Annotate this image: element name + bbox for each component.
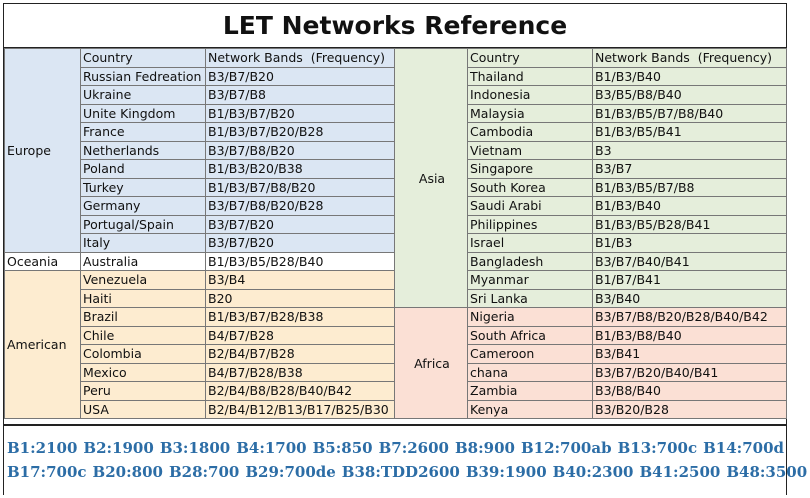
bands-cell: B3/B7/B8/B20/B28/B40/B42 bbox=[593, 308, 787, 327]
country-cell: Bangladesh bbox=[468, 252, 593, 271]
table-row bbox=[395, 308, 787, 327]
bands-cell: B3/B8/B40 bbox=[593, 382, 787, 401]
country-cell: Singapore bbox=[468, 160, 593, 179]
country-cell: USA bbox=[81, 400, 206, 419]
country-cell: Myanmar bbox=[468, 271, 593, 290]
bands-cell: B4/B7/B28 bbox=[206, 326, 395, 345]
legend-band-entry: B1:2100 bbox=[7, 439, 78, 457]
legend-band-entry: B28:700 bbox=[168, 463, 240, 481]
bands-cell: B1/B3/B40 bbox=[593, 67, 787, 86]
country-cell: Brazil bbox=[81, 308, 206, 327]
country-cell: Vietnam bbox=[468, 141, 593, 160]
legend-band-entry: B29:700de bbox=[245, 463, 336, 481]
right-bands-table bbox=[394, 48, 787, 419]
legend-band-entry: B14:700d bbox=[703, 439, 785, 457]
country-cell: Australia bbox=[81, 252, 206, 271]
region-cell-asia: Asia bbox=[395, 49, 468, 308]
bands-cell: B2/B4/B12/B13/B17/B25/B30 bbox=[206, 400, 395, 419]
bands-cell: B3/B40 bbox=[593, 289, 787, 308]
country-cell: Colombia bbox=[81, 345, 206, 364]
legend-line-1 bbox=[4, 439, 786, 457]
bands-cell: B2/B4/B7/B28 bbox=[206, 345, 395, 364]
bands-cell: B1/B3/B5/B7/B8 bbox=[593, 178, 787, 197]
country-cell: Zambia bbox=[468, 382, 593, 401]
legend-band-entry: B17:700c bbox=[7, 463, 87, 481]
bands-cell: B1/B3/B7/B20 bbox=[206, 104, 395, 123]
reference-sheet bbox=[3, 3, 808, 495]
table-header-row bbox=[5, 49, 395, 68]
country-cell: South Africa bbox=[468, 326, 593, 345]
bands-cell: B1/B3 bbox=[593, 234, 787, 253]
legend-band-entry: B13:700c bbox=[617, 439, 698, 457]
bands-cell: B1/B3/B7/B20/B28 bbox=[206, 123, 395, 142]
country-cell: Nigeria bbox=[468, 308, 593, 327]
bands-cell: B3/B7/B20 bbox=[206, 234, 395, 253]
bands-cell: B3 bbox=[593, 141, 787, 160]
region-cell-europe: Europe bbox=[5, 49, 81, 253]
bands-cell: B3/B20/B28 bbox=[593, 400, 787, 419]
bands-cell: B3/B7/B20 bbox=[206, 215, 395, 234]
country-cell: Russian Fedreation bbox=[81, 67, 206, 86]
bands-cell: B4/B7/B28/B38 bbox=[206, 363, 395, 382]
country-cell: Venezuela bbox=[81, 271, 206, 290]
legend-band-entry: B39:1900 bbox=[465, 463, 547, 481]
legend-band-entry: B2:1900 bbox=[83, 439, 154, 457]
bands-cell: B1/B3/B7/B28/B38 bbox=[206, 308, 395, 327]
legend-band-entry: B12:700ab bbox=[520, 439, 612, 457]
country-cell: Malaysia bbox=[468, 104, 593, 123]
country-cell: Netherlands bbox=[81, 141, 206, 160]
band-frequency-legend bbox=[4, 424, 808, 496]
country-cell: Turkey bbox=[81, 178, 206, 197]
country-cell: Poland bbox=[81, 160, 206, 179]
bands-cell: B3/B7 bbox=[593, 160, 787, 179]
column-header-country: Country bbox=[468, 49, 593, 68]
country-cell: Kenya bbox=[468, 400, 593, 419]
legend-band-entry: B40:2300 bbox=[552, 463, 634, 481]
country-cell: South Korea bbox=[468, 178, 593, 197]
country-cell: Thailand bbox=[468, 67, 593, 86]
country-cell: Portugal/Spain bbox=[81, 215, 206, 234]
country-cell: France bbox=[81, 123, 206, 142]
country-cell: Cambodia bbox=[468, 123, 593, 142]
bands-cell: B20 bbox=[206, 289, 395, 308]
country-cell: Peru bbox=[81, 382, 206, 401]
legend-band-entry: B20:800 bbox=[92, 463, 163, 481]
region-cell-american: American bbox=[5, 271, 81, 419]
legend-line-2 bbox=[4, 463, 808, 481]
table-header-row bbox=[395, 49, 787, 68]
country-cell: Germany bbox=[81, 197, 206, 216]
legend-band-entry: B4:1700 bbox=[236, 439, 307, 457]
legend-band-entry: B7:2600 bbox=[378, 439, 449, 457]
bands-cell: B1/B3/B7/B8/B20 bbox=[206, 178, 395, 197]
bands-cell: B1/B7/B41 bbox=[593, 271, 787, 290]
region-cell-africa: Africa bbox=[395, 308, 468, 419]
country-cell: Italy bbox=[81, 234, 206, 253]
country-cell: chana bbox=[468, 363, 593, 382]
page-title: LET Networks Reference bbox=[4, 4, 786, 48]
bands-cell: B3/B41 bbox=[593, 345, 787, 364]
country-cell: Unite Kingdom bbox=[81, 104, 206, 123]
legend-band-entry: B8:900 bbox=[455, 439, 515, 457]
country-cell: Cameroon bbox=[468, 345, 593, 364]
left-bands-table bbox=[4, 48, 395, 419]
table-row bbox=[5, 271, 395, 290]
bands-cell: B1/B3/B8/B40 bbox=[593, 326, 787, 345]
column-header-bands: Network Bands (Frequency) bbox=[206, 49, 395, 68]
bands-cell: B1/B3/B5/B28/B41 bbox=[593, 215, 787, 234]
bands-cell: B3/B4 bbox=[206, 271, 395, 290]
bands-cell: B3/B5/B8/B40 bbox=[593, 86, 787, 105]
legend-band-entry: B5:850 bbox=[312, 439, 373, 457]
bands-cell: B3/B7/B8/B20 bbox=[206, 141, 395, 160]
country-cell: Sri Lanka bbox=[468, 289, 593, 308]
bands-cell: B1/B3/B20/B38 bbox=[206, 160, 395, 179]
country-cell: Chile bbox=[81, 326, 206, 345]
bands-cell: B1/B3/B40 bbox=[593, 197, 787, 216]
region-cell-oceania: Oceania bbox=[5, 252, 81, 271]
legend-band-entry: B48:3500 bbox=[726, 463, 808, 481]
country-cell: Ukraine bbox=[81, 86, 206, 105]
country-cell: Mexico bbox=[81, 363, 206, 382]
bands-cell: B3/B7/B20/B40/B41 bbox=[593, 363, 787, 382]
bands-cell: B1/B3/B5/B28/B40 bbox=[206, 252, 395, 271]
bands-cell: B3/B7/B8 bbox=[206, 86, 395, 105]
country-cell: Israel bbox=[468, 234, 593, 253]
column-header-country: Country bbox=[81, 49, 206, 68]
country-cell: Philippines bbox=[468, 215, 593, 234]
table-row bbox=[5, 252, 395, 271]
legend-band-entry: B41:2500 bbox=[639, 463, 721, 481]
bands-cell: B3/B7/B8/B20/B28 bbox=[206, 197, 395, 216]
legend-band-entry: B38:TDD2600 bbox=[341, 463, 460, 481]
bands-cell: B3/B7/B40/B41 bbox=[593, 252, 787, 271]
bands-cell: B1/B3/B5/B41 bbox=[593, 123, 787, 142]
legend-band-entry: B3:1800 bbox=[159, 439, 231, 457]
bands-cell: B2/B4/B8/B28/B40/B42 bbox=[206, 382, 395, 401]
column-header-bands: Network Bands (Frequency) bbox=[593, 49, 787, 68]
country-cell: Haiti bbox=[81, 289, 206, 308]
bands-cell: B3/B7/B20 bbox=[206, 67, 395, 86]
country-cell: Indonesia bbox=[468, 86, 593, 105]
country-cell: Saudi Arabi bbox=[468, 197, 593, 216]
bands-cell: B1/B3/B5/B7/B8/B40 bbox=[593, 104, 787, 123]
